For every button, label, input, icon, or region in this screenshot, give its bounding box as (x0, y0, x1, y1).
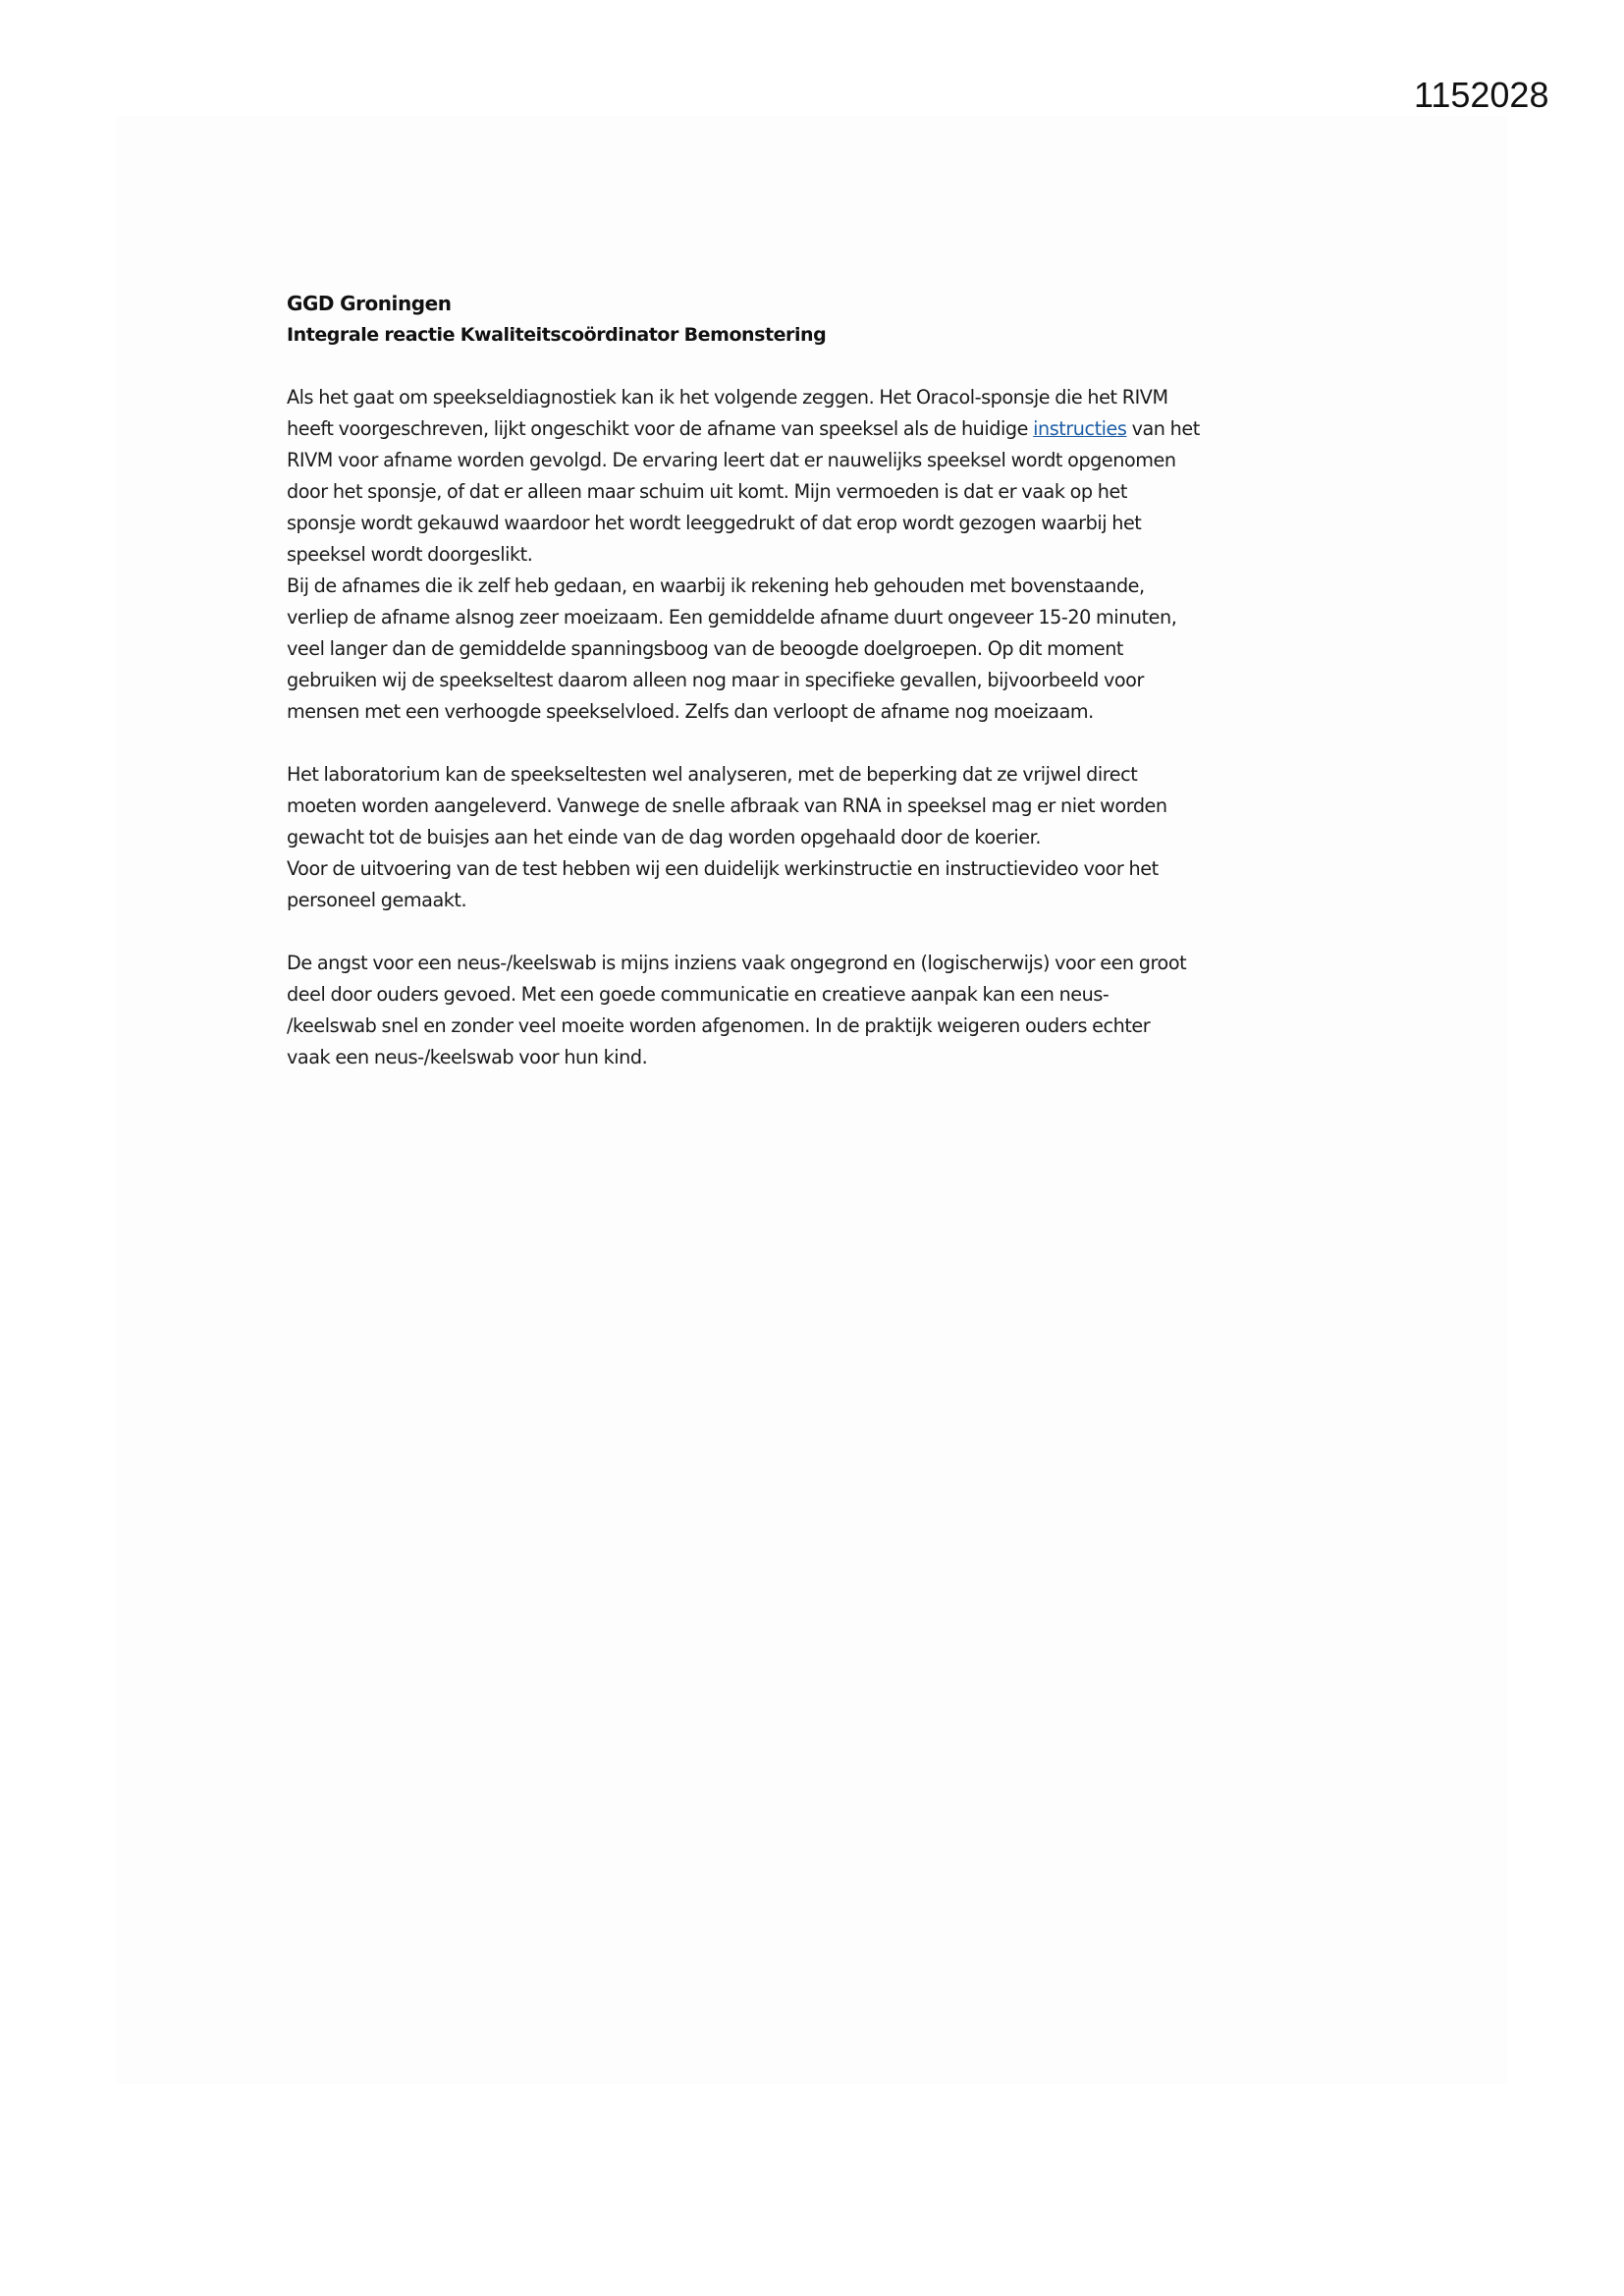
paragraph-saliva-diagnostics (287, 382, 1367, 728)
text-line: mensen met een verhoogde speekselvloed. Zelfs dan verloopt de afname nog moeizaam. (287, 700, 1094, 723)
text-segment: van het (1126, 417, 1200, 440)
text-line: gewacht tot de buisjes aan het einde van de dag worden opgehaald door de koerier. (287, 826, 1041, 848)
text-line: De angst voor een neus-/keelswab is mijns inziens vaak ongegrond en (logischerwijs) voor een groot (287, 952, 1187, 974)
paragraph-laboratory (287, 759, 1367, 916)
document-number: 1152028 (1414, 75, 1549, 115)
text-line: Het laboratorium kan de speekseltesten wel analyseren, met de beperking dat ze vrijwel direct (287, 763, 1138, 786)
text-line (287, 413, 1367, 445)
text-line: verliep de afname alsnog zeer moeizaam. Een gemiddelde afname duurt ongeveer 15-20 minuten, (287, 606, 1177, 629)
text-line: vaak een neus-/keelswab voor hun kind. (287, 1046, 648, 1068)
text-line: door het sponsje, of dat er alleen maar schuim uit komt. Mijn vermoeden is dat er vaak op het (287, 480, 1127, 503)
instructies-link[interactable]: instructies (1033, 417, 1127, 440)
spacer (287, 728, 1367, 759)
organization-heading: GGD Groningen (287, 292, 452, 315)
text-line: Als het gaat om speekseldiagnostiek kan ik het volgende zeggen. Het Oracol-sponsje die het RIVM (287, 386, 1168, 409)
text-line: moeten worden aangeleverd. Vanwege de snelle afbraak van RNA in speeksel mag er niet worden (287, 794, 1167, 817)
text-line: veel langer dan de gemiddelde spanningsboog van de beoogde doelgroepen. Op dit moment (287, 637, 1123, 660)
text-line: /keelswab snel en zonder veel moeite worden afgenomen. In de praktijk weigeren ouders echter (287, 1014, 1151, 1037)
document-body (287, 288, 1367, 1073)
document-subheading: Integrale reactie Kwaliteitscoördinator Bemonstering (287, 324, 827, 346)
spacer (287, 916, 1367, 948)
text-line: Bij de afnames die ik zelf heb gedaan, en waarbij ik rekening heb gehouden met bovenstaande, (287, 574, 1145, 597)
text-line: deel door ouders gevoed. Met een goede communicatie en creatieve aanpak kan een neus- (287, 983, 1110, 1006)
text-line: speeksel wordt doorgeslikt. (287, 543, 533, 566)
text-line: gebruiken wij de speekseltest daarom alleen nog maar in specifieke gevallen, bijvoorbeeld voor (287, 669, 1144, 691)
text-line: sponsje wordt gekauwd waardoor het wordt leeggedrukt of dat erop wordt gezogen waarbij het (287, 512, 1142, 534)
text-line: RIVM voor afname worden gevolgd. De ervaring leert dat er nauwelijks speeksel wordt opgenomen (287, 449, 1176, 471)
spacer (287, 351, 1367, 382)
text-line: personeel gemaakt. (287, 889, 467, 911)
paragraph-nose-throat-swab (287, 948, 1367, 1073)
text-segment: heeft voorgeschreven, lijkt ongeschikt voor de afname van speeksel als de huidige (287, 417, 1034, 440)
text-line: Voor de uitvoering van de test hebben wij een duidelijk werkinstructie en instructievideo voor het (287, 857, 1159, 880)
